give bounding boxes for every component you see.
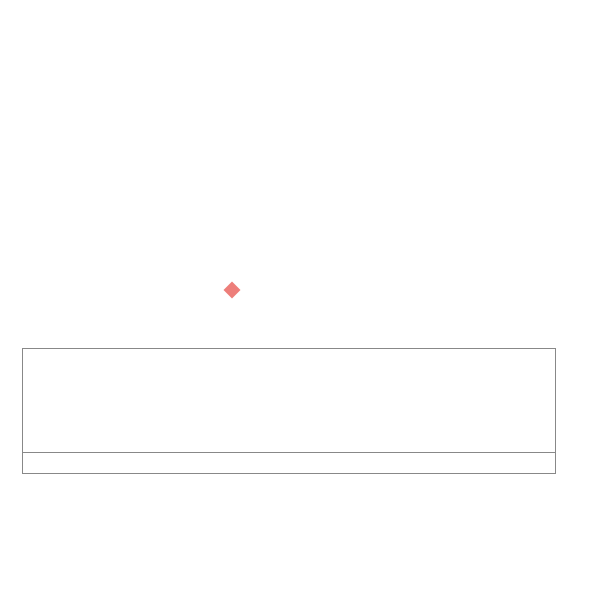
- deposit-row: [0, 181, 600, 191]
- bars-row: [0, 138, 600, 148]
- model-row: [0, 88, 600, 98]
- size-chart: [22, 452, 556, 474]
- symbol-row: [0, 61, 600, 71]
- trades-row: [0, 251, 600, 261]
- average-row: [0, 293, 600, 303]
- maximum-row: [0, 307, 600, 317]
- parameters-row: [0, 110, 600, 120]
- maximal-row: [0, 320, 600, 330]
- balance-chart: [22, 348, 556, 454]
- period-row: [0, 74, 600, 84]
- watermark-logo-icon: [224, 282, 241, 299]
- forexcracked-watermark: [226, 283, 243, 298]
- x-axis-labels: [0, 472, 600, 482]
- largest-row: [0, 279, 600, 289]
- drawdown-row: [0, 227, 600, 237]
- balance-chart-plot: [23, 349, 555, 453]
- avg-consec-row: [0, 334, 600, 344]
- profittrades-row: [0, 265, 600, 275]
- profitfactor-row: [0, 208, 600, 218]
- size-chart-bars: [23, 453, 555, 473]
- netprofit-row: [0, 195, 600, 205]
